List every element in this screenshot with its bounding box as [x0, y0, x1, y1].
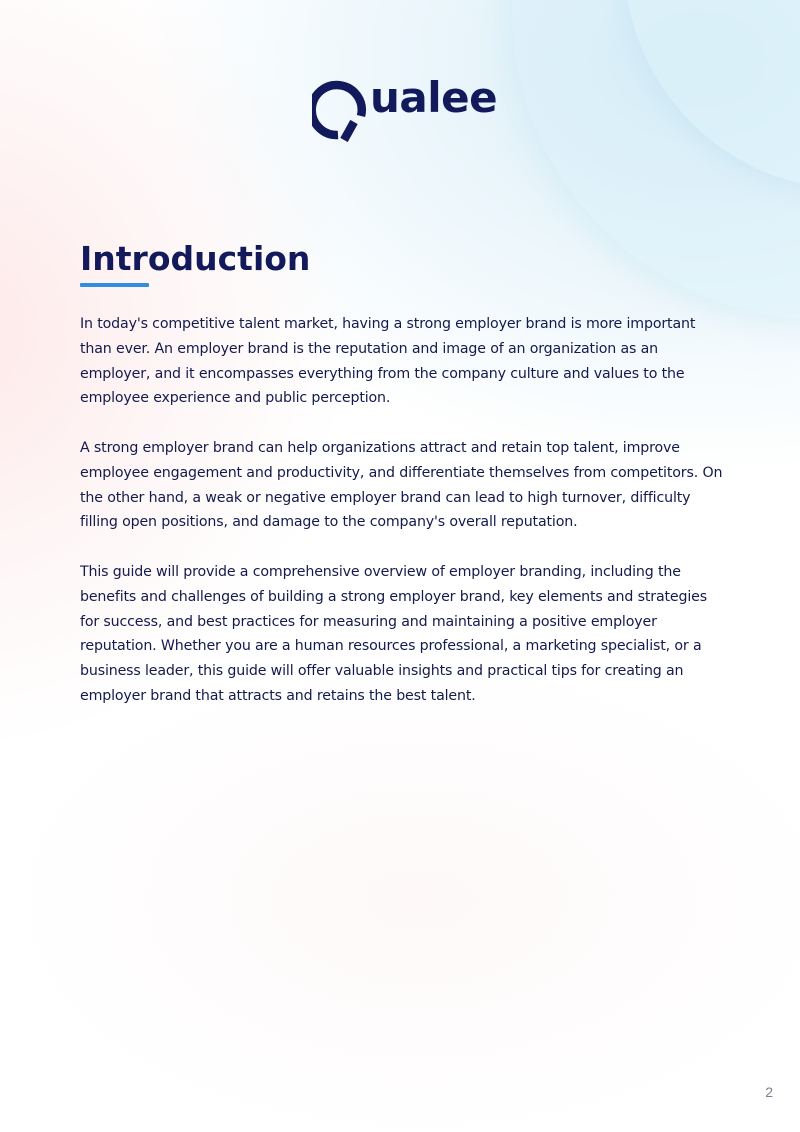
paragraph: This guide will provide a comprehensive overview of employer branding, including the benefits and challenges of building a strong employer brand, key elements and strategies for success, and best practices for measuring and maintaining a positive employer reputation. Whether you are a human resources professional, a marketing specialist, or a business leader, this guide will offer valuable insights and practical tips for creating an employer brand that attracts and retains the best talent.	[80, 563, 707, 704]
title-underline	[80, 283, 149, 287]
qualee-logo	[312, 73, 498, 144]
logo-q-mark-icon	[312, 78, 368, 142]
section-title: Introduction	[80, 239, 311, 278]
body-text	[80, 312, 725, 734]
logo-wordmark: ualee	[370, 73, 498, 122]
paragraph: In today's competitive talent market, having a strong employer brand is more important than ever. An employer brand is the reputation and image of an organization as an employer, and it encompasses everything from the company culture and values to the employee experience and public perception.	[80, 316, 696, 407]
paragraph: A strong employer brand can help organizations attract and retain top talent, improve employee engagement and productivity, and differentiate themselves from competitors. On the other hand, a weak or negative employer brand can lead to high turnover, difficulty filling open positions, and damage to the company's overall reputation.	[80, 439, 723, 531]
page-number: 2	[765, 1084, 773, 1100]
